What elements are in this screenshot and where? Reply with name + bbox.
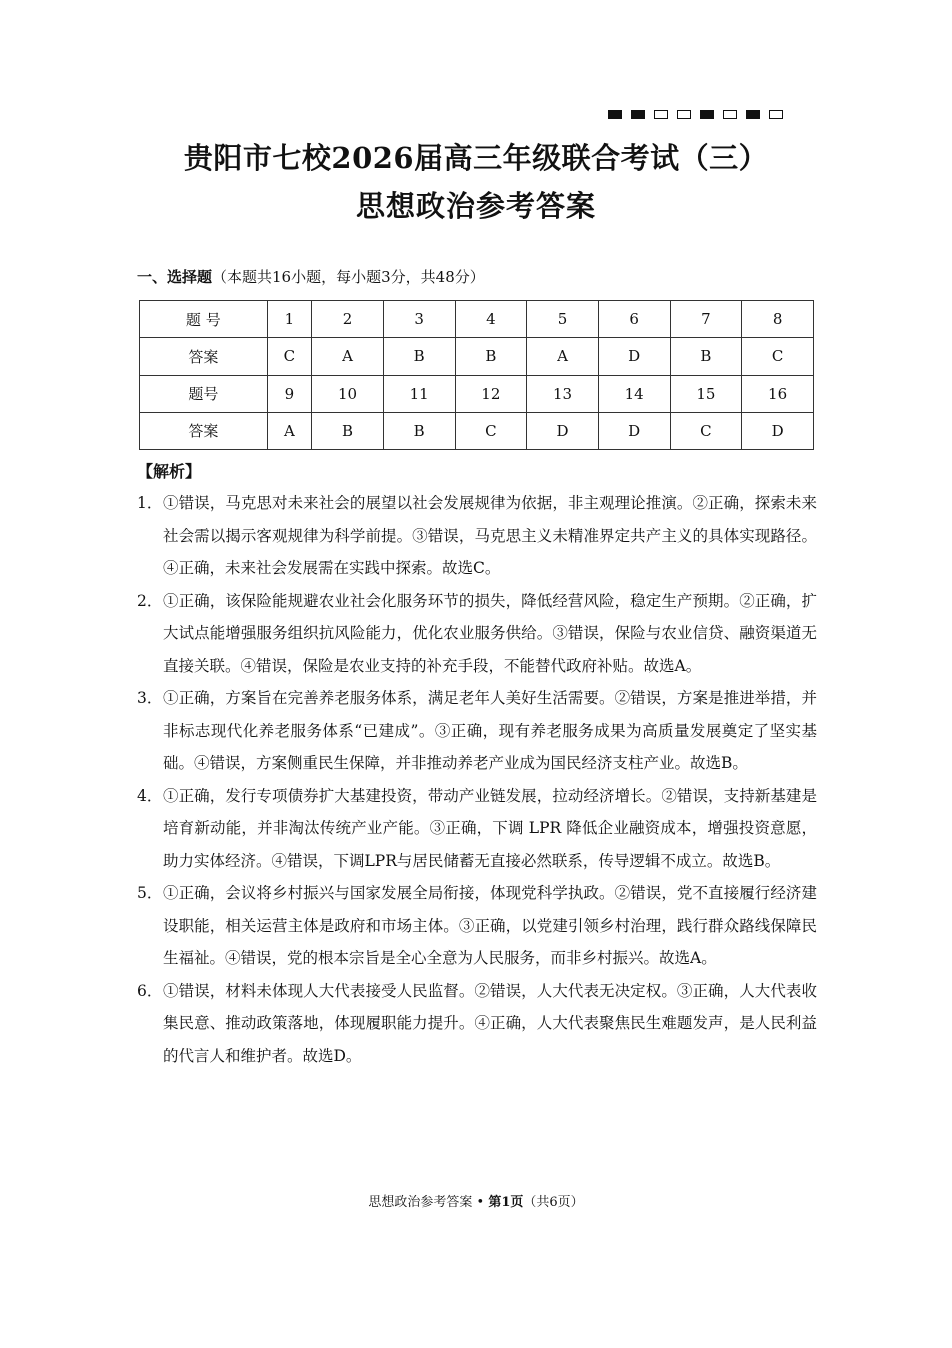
table-cell: B [455,338,527,375]
analysis-item [137,585,817,683]
section-heading [137,266,485,287]
code-mark [700,110,714,119]
analysis-item-number: 3． [137,689,163,707]
table-cell: 14 [598,375,670,412]
table-cell: D [598,338,670,375]
table-cell: B [312,412,384,449]
page-footer [0,1191,952,1210]
table-row [140,301,814,338]
table-row [140,338,814,375]
table-cell: 6 [598,301,670,338]
analysis-item-text: ①正确，发行专项债券扩大基建投资，带动产业链发展，拉动经济增长。②错误，支持新基建是培育新动能，并非淘汰传统产业产能。③正确，下调 LPR 降低企业融资成本，增强投资意愿，助力实体经济。④错误，下调LPR与居民储蓄无直接必然联系，传导逻辑不成立。故选B。 [163,786,817,870]
table-cell: B [670,338,742,375]
table-row-header: 题号 [140,375,268,412]
code-mark [723,110,737,119]
table-cell: 9 [267,375,312,412]
footer-page: 第1页 [488,1195,524,1210]
table-cell: B [383,338,455,375]
analysis-item-text: ①错误，材料未体现人大代表接受人民监督。②错误，人大代表无决定权。③正确，人大代表收集民意、推动政策落地，体现履职能力提升。④正确，人大代表聚焦民生难题发声，是人民利益的代言人和维护者。故选D。 [163,981,817,1065]
analysis-item-text: ①正确，会议将乡村振兴与国家发展全局衔接，体现党科学执政。②错误，党不直接履行经济建设职能，相关运营主体是政府和市场主体。③正确，以党建引领乡村治理，践行群众路线保障民生福祉。④错误，党的根本宗旨是全心全意为人民服务，而非乡村振兴。故选A。 [163,884,817,967]
analysis-item-number: 6． [137,981,163,1000]
table-row-header: 答案 [140,338,268,375]
analysis-label: 【解析】 [137,462,202,481]
footer-total: （共6页） [523,1195,584,1210]
analysis-item [137,780,817,878]
table-cell: A [312,338,384,375]
code-mark [746,110,760,119]
table-cell: 4 [455,301,527,338]
analysis-list [137,487,817,1072]
table-cell: 13 [527,375,599,412]
table-row [140,375,814,412]
table-cell: A [267,412,312,449]
table-cell: D [742,412,814,449]
code-mark [654,110,668,119]
table-cell: 15 [670,375,742,412]
table-row-header: 题 号 [140,301,268,338]
table-cell: C [742,338,814,375]
table-cell: D [598,412,670,449]
table-row-header: 答案 [140,412,268,449]
table-cell: 8 [742,301,814,338]
table-cell: A [527,338,599,375]
analysis-item-number: 4． [137,786,163,805]
subject-title: 思想政治参考答案 [355,189,596,223]
table-cell: 2 [312,301,384,338]
table-cell: D [527,412,599,449]
table-cell: 1 [267,301,312,338]
table-cell: C [455,412,527,449]
answer-table [139,300,814,450]
paper-code-marks [608,110,783,119]
code-mark [631,110,645,119]
table-cell: C [267,338,312,375]
analysis-item-number: 2． [137,591,163,610]
table-row [140,412,814,449]
section-heading-note: （本题共16小题，每小题3分，共48分） [212,268,485,286]
exam-title: 贵阳市七校2026届高三年级联合考试（三） [183,141,769,175]
footer-title: 思想政治参考答案 [368,1195,473,1210]
analysis-item [137,487,817,585]
table-cell: 5 [527,301,599,338]
analysis-item [137,877,817,975]
table-cell: 11 [383,375,455,412]
table-cell: 16 [742,375,814,412]
code-mark [608,110,622,119]
footer-dot: • [476,1195,485,1210]
analysis-item [137,975,817,1073]
code-mark [769,110,783,119]
analysis-item-number: 1． [137,494,163,512]
analysis-item-text: ①正确，方案旨在完善养老服务体系，满足老年人美好生活需要。②错误，方案是推进举措，并非标志现代化养老服务体系“已建成”。③正确，现有养老服务成果为高质量发展奠定了坚实基础。④错误，方案侧重民生保障，并非推动养老产业成为国民经济支柱产业。故选B。 [163,689,817,772]
analysis-item-number: 5． [137,884,163,902]
analysis-item-text: ①错误，马克思对未来社会的展望以社会发展规律为依据，非主观理论推演。②正确，探索未来社会需以揭示客观规律为科学前提。③错误，马克思主义未精准界定共产主义的具体实现路径。④正确，未来社会发展需在实践中探索。故选C。 [163,494,817,577]
table-cell: 12 [455,375,527,412]
analysis-item [137,682,817,780]
analysis-item-text: ①正确，该保险能规避农业社会化服务环节的损失，降低经营风险，稳定生产预期。②正确，扩大试点能增强服务组织抗风险能力，优化农业服务供给。③错误，保险与农业信贷、融资渠道无直接关联。④错误，保险是农业支持的补充手段，不能替代政府补贴。故选A。 [163,591,817,675]
table-cell: C [670,412,742,449]
section-heading-label: 一、选择题 [137,268,213,286]
table-cell: 3 [383,301,455,338]
table-cell: 7 [670,301,742,338]
table-cell: B [383,412,455,449]
table-cell: 10 [312,375,384,412]
code-mark [677,110,691,119]
